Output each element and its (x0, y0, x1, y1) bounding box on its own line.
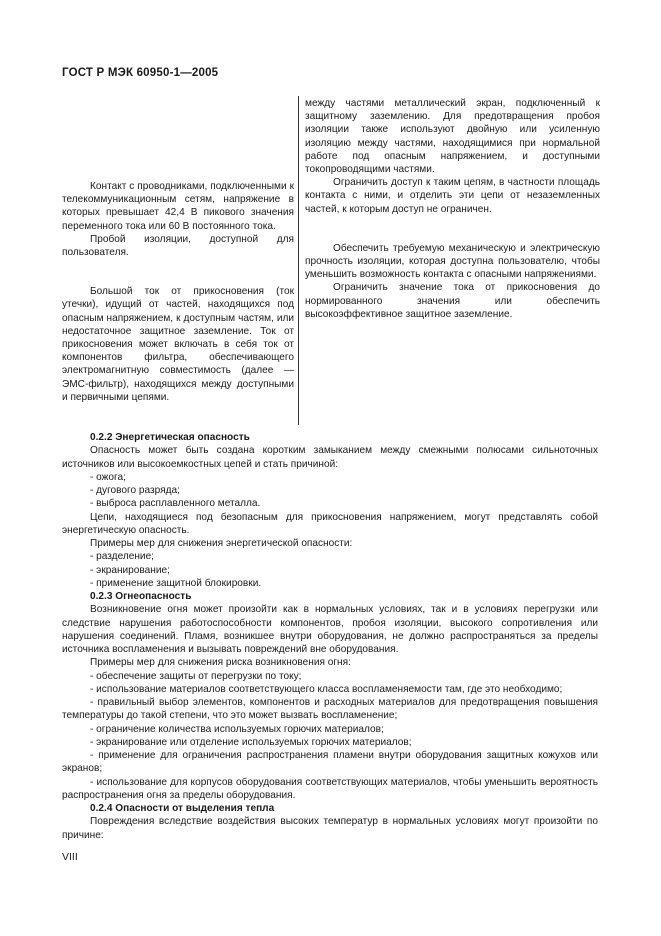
left-column (62, 180, 294, 404)
paragraph: Опасность может быть создана коротким замыканием между смежными полюсами сильноточных источников или высокоемкостных цепей и стать причиной: (62, 445, 598, 470)
document-header: ГОСТ Р МЭК 60950-1—2005 (62, 67, 219, 79)
list-item: - использование для корпусов оборудования соответствующих материалов, чтобы уменьшить вероятность распространения огня за пределы оборудования. (62, 776, 598, 801)
list-item: - дугового разряда; (90, 485, 180, 496)
list-item: - экранирование или отделение используемых горючих материалов; (90, 736, 412, 748)
list-item: - ожога; (90, 471, 126, 483)
section-heading: 0.2.4 Опасности от выделения тепла (90, 803, 275, 814)
main-text (62, 431, 598, 842)
page-number: VIII (62, 851, 78, 863)
left-paragraph: Пробой изоляции, доступной для пользователя. (62, 233, 294, 259)
list-item: - выброса расплавленного металла. (90, 498, 261, 510)
list-item: - экранирование; (90, 564, 170, 576)
list-item: - обеспечение защиты от перегрузки по току; (90, 670, 302, 682)
right-paragraph: между частями металлический экран, подключенный к защитному заземлению. Для предотвращения пробоя изоляции также используют двойную или усиленную изоляцию между частями, находящимися при нормальной работе под опасным напряжением, и доступными токопроводящими частями. (305, 98, 600, 176)
list-item: - ограничение количества используемых горючих материалов; (90, 723, 384, 735)
paragraph: Возникновение огня может произойти как в нормальных условиях, так и в условиях перегрузки или следствие нарушения работоспособности компонентов, пробоя изоляции, высокого сопротивления или нарушения соединений. Пламя, возникшее внутри оборудования, не должно распространяться за пределы источника воспламенения и вызывать повреждений вне оборудования. (62, 604, 598, 655)
paragraph: Примеры мер для снижения риска возникновения огня: (90, 657, 351, 669)
right-column (305, 97, 600, 321)
section-heading: 0.2.2 Энергетическая опасность (90, 432, 250, 443)
paragraph: Примеры мер для снижения энергетической опасности: (90, 538, 353, 549)
list-item: - применение для ограничения распространения пламени внутри оборудования защитных кожухов или экранов; (62, 750, 598, 775)
left-paragraph: Большой ток от прикосновения (ток утечки), идущий от частей, находящихся под опасным напряжением, к доступным частям, или недостаточное защитное заземление. Ток от прикосновения может включать в себя ток от компонентов фильтра, обеспечивающего электромагнитную совместимость (далее — ЭМС-фильтр), находящихся между доступными и первичными цепями. (62, 286, 294, 403)
section-heading: 0.2.3 Огнеопасность (90, 591, 192, 602)
paragraph: Повреждения вследствие воздействия высоких температур в нормальных условиях могут произойти по причине: (62, 816, 598, 841)
list-item: - разделение; (90, 551, 154, 563)
list-item: - применение защитной блокировки. (90, 577, 262, 589)
right-paragraph: Обеспечить требуемую механическую и электрическую прочность изоляции, которая доступна пользователю, чтобы уменьшить возможность контакта с опасными напряжениями. (305, 242, 600, 281)
column-divider (298, 96, 299, 425)
right-paragraph: Ограничить значение тока от прикосновения до нормированного значения или обеспечить высокоэффективное защитное заземление. (305, 282, 600, 320)
paragraph: Цепи, находящиеся под безопасным для прикосновения напряжением, могут представлять собой энергетическую опасность. (62, 511, 598, 536)
list-item: - правильный выбор элементов, компонентов и расходных материалов для предотвращения повышения температуры до такой степени, что это может вызвать воспламенение; (62, 697, 598, 722)
left-paragraph: Контакт с проводниками, подключенными к телекоммуникационным сетям, напряжение в которых превышает 42,4 В пикового значения переменного тока или 60 В постоянного тока. (62, 181, 294, 232)
list-item: - использование материалов соответствующего класса воспламеняемости там, где это необходимо; (90, 683, 563, 695)
right-paragraph: Ограничить доступ к таким цепям, в частности площадь контакта с ними, и отделить эти цепи от незаземленных частей, к которым доступ не ограничен. (305, 177, 600, 215)
